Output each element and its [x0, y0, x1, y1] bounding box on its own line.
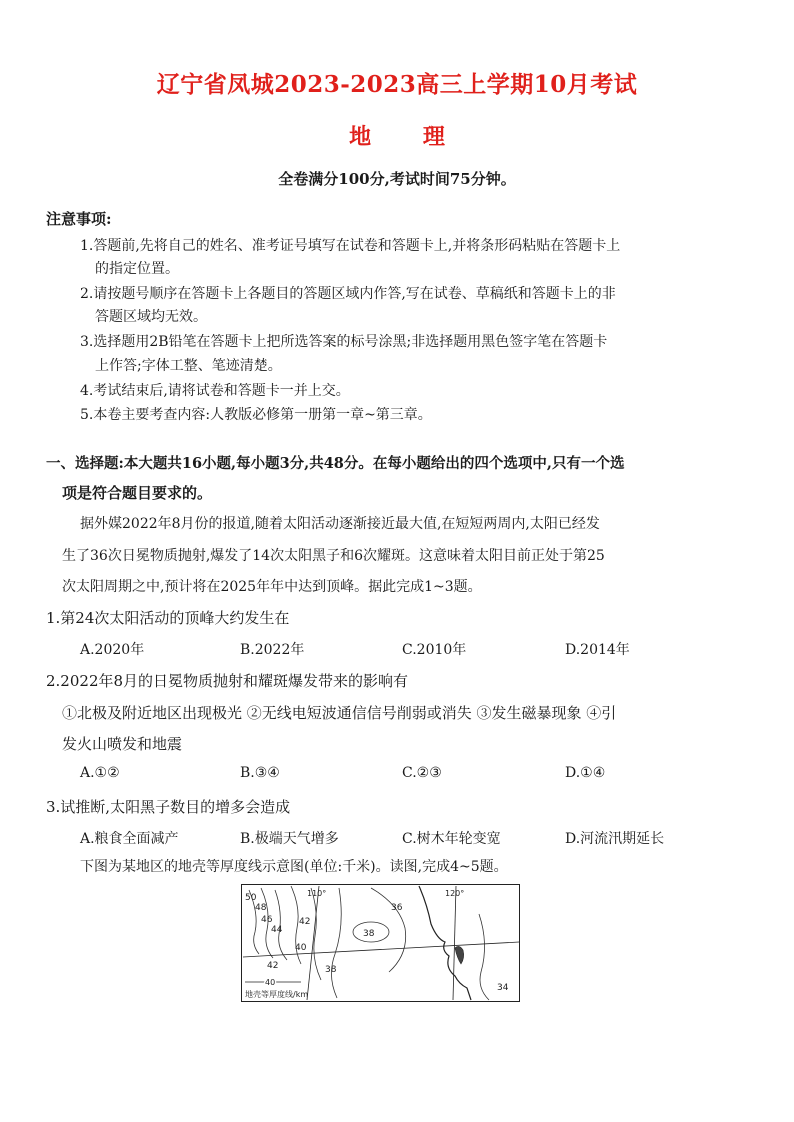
- option-a: A.①②: [80, 765, 120, 781]
- contour-label: 36: [391, 903, 403, 913]
- contour-label: 40: [295, 943, 307, 953]
- notes-line: 上作答;字体工整、笔迹清楚。: [95, 358, 282, 374]
- contour-label: 34: [497, 983, 509, 993]
- option-b: B.极端天气增多: [240, 831, 339, 847]
- contour-label: 42: [267, 961, 279, 971]
- question-stem: 2.2022年8月的日冕物质抛射和耀斑爆发带来的影响有: [46, 672, 409, 690]
- section-heading-line2: 项是符合题目要求的。: [62, 484, 213, 502]
- question-statements: ①北极及附近地区出现极光 ②无线电短波通信信号削弱或消失 ③发生磁暴现象 ④引: [62, 704, 617, 722]
- notes-line: 1.答题前,先将自己的姓名、准考证号填写在试卷和答题卡上,并将条形码粘贴在答题卡上: [80, 238, 621, 254]
- notes-line: 的指定位置。: [95, 261, 179, 277]
- option-c: C.树木年轮变宽: [402, 831, 501, 847]
- legend-sample-value: 40: [265, 978, 276, 987]
- option-d: D.①④: [565, 765, 606, 781]
- question-stem: 3.试推断,太阳黑子数目的增多会造成: [46, 798, 291, 816]
- longitude-label: 110°: [307, 889, 327, 898]
- section-heading-line1: 一、选择题:本大题共16小题,每小题3分,共48分。在每小题给出的四个选项中,只有一个选: [46, 455, 625, 472]
- option-c: C.2010年: [402, 642, 467, 658]
- notes-heading: 注意事项:: [46, 210, 112, 228]
- option-d: D.2014年: [565, 642, 630, 658]
- contour-label: 38: [363, 929, 375, 939]
- crust-thickness-map: [241, 884, 520, 1002]
- option-a: A.2020年: [80, 642, 145, 658]
- map-frame: [242, 885, 520, 1002]
- contour-label: 48: [255, 903, 267, 913]
- subject-title: [0, 120, 794, 151]
- question-statements: 发火山喷发和地震: [62, 735, 183, 753]
- notes-line: 3.选择题用2B铅笔在答题卡上把所选答案的标号涂黑;非选择题用黑色签字笔在答题卡: [80, 334, 608, 350]
- option-a: A.粮食全面减产: [80, 831, 179, 847]
- notes-line: 答题区域均无效。: [95, 309, 207, 325]
- passage-line: 生了36次日冕物质抛射,爆发了14次太阳黑子和6次耀斑。这意味着太阳目前正处于第25: [62, 548, 605, 564]
- contour-label: 44: [271, 925, 283, 935]
- notes-line: 4.考试结束后,请将试卷和答题卡一并上交。: [80, 383, 350, 399]
- subject-char-2: 理: [422, 124, 445, 150]
- exam-title: 辽宁省凤城2023-2023高三上学期10月考试: [156, 71, 638, 98]
- contour-label: 46: [261, 915, 273, 925]
- notes-line: 2.请按题号顺序在答题卡上各题目的答题区域内作答,写在试卷、草稿纸和答题卡上的非: [80, 286, 616, 302]
- question-stem: 1.第24次太阳活动的顶峰大约发生在: [46, 609, 290, 627]
- option-d: D.河流汛期延长: [565, 831, 665, 847]
- exam-subtitle: 全卷满分100分,考试时间75分钟。: [278, 170, 516, 188]
- legend-text: 地壳等厚度线/km: [245, 990, 309, 999]
- contour-label: 50: [245, 893, 257, 903]
- passage-line: 次太阳周期之中,预计将在2025年年中达到顶峰。据此完成1~3题。: [62, 579, 482, 595]
- option-b: B.③④: [240, 765, 280, 781]
- contour-label: 38: [325, 965, 337, 975]
- subject-char-1: 地: [349, 124, 372, 150]
- contour-label: 42: [299, 917, 311, 927]
- option-c: C.②③: [402, 765, 442, 781]
- passage-line: 据外媒2022年8月份的报道,随着太阳活动逐渐接近最大值,在短短两周内,太阳已经发: [80, 516, 600, 532]
- notes-line: 5.本卷主要考查内容:人教版必修第一册第一章~第三章。: [80, 407, 432, 423]
- map-intro: 下图为某地区的地壳等厚度线示意图(单位:千米)。读图,完成4~5题。: [80, 859, 508, 875]
- longitude-label: 120°: [445, 889, 465, 898]
- option-b: B.2022年: [240, 642, 305, 658]
